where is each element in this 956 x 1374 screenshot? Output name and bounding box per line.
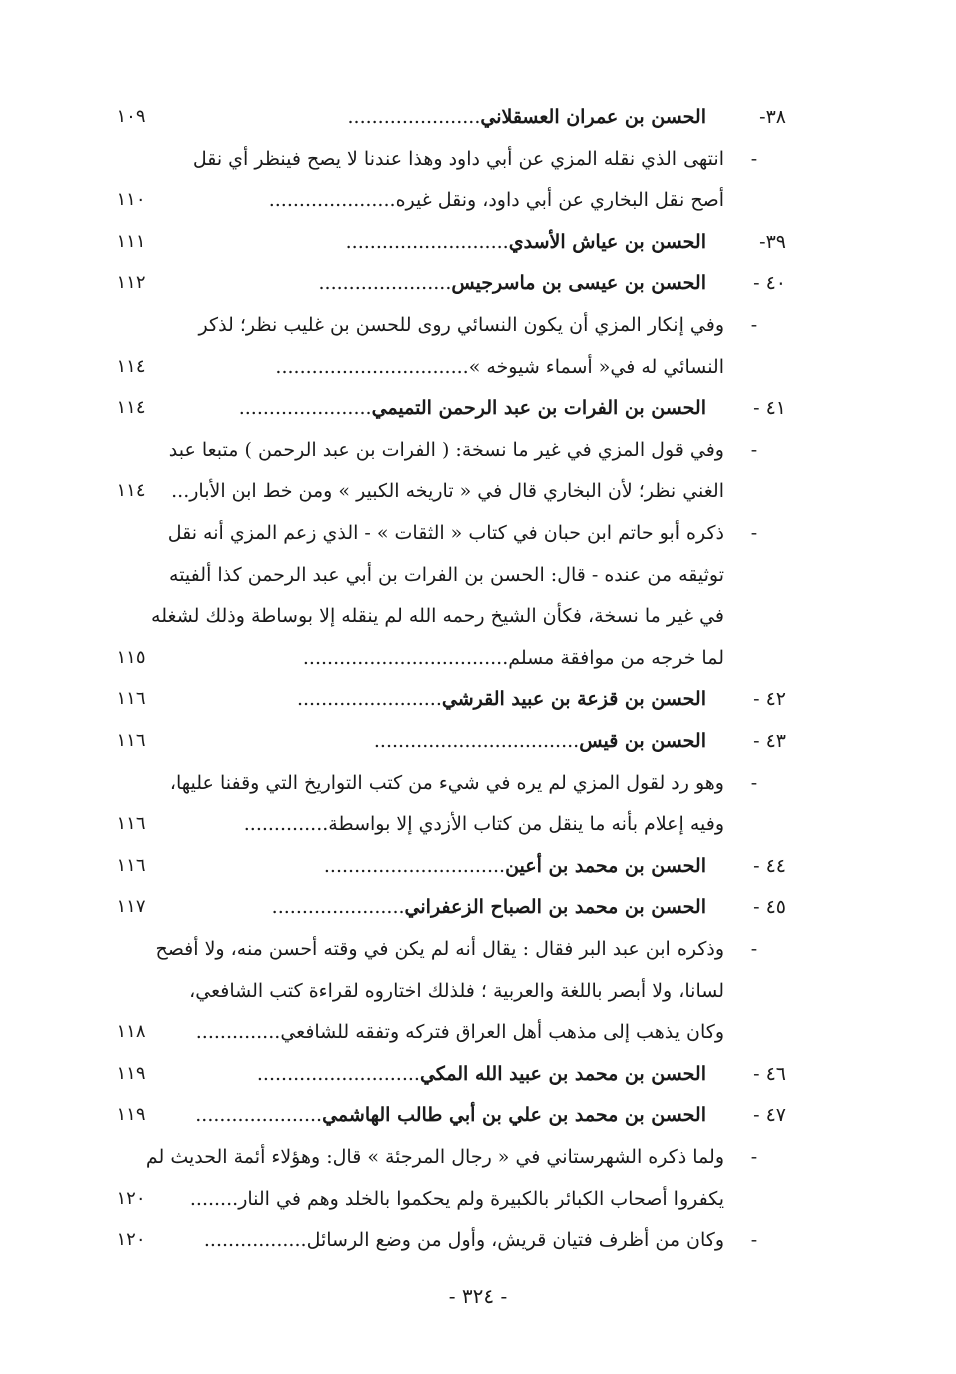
entry-number: ٤٣ - xyxy=(753,730,786,752)
line-content: أصح نقل البخاري عن أبي داود، ونقل غيره xyxy=(395,189,724,212)
index-entry xyxy=(0,719,956,763)
entry-name: الحسن بن عيسى بن ماسرجيس xyxy=(451,272,706,295)
page-reference: ١٢٠ xyxy=(116,1187,146,1209)
line-text xyxy=(189,1177,724,1221)
index-note xyxy=(0,511,956,555)
line-text xyxy=(210,220,706,264)
entry-number: ٤٠ - xyxy=(753,272,786,295)
entry-name: الحسن بن قيس xyxy=(579,730,706,752)
note-dash: - xyxy=(750,771,758,794)
leader-dots: ... xyxy=(171,480,190,503)
line-content: توثيقه من عنده - قال: الحسن بن الفرات بن أبي عبد الرحمن كذا ألفيته xyxy=(169,563,724,586)
leader-dots: ........................ xyxy=(296,688,442,711)
line-text xyxy=(169,553,724,597)
line-content: النسائي له في« أسماء شيوخه » xyxy=(468,355,724,378)
line-text xyxy=(203,1218,724,1262)
line-content: وهو رد لقول المزي لم يره في شيء من كتب التواريخ التي وقفنا عليها، xyxy=(169,771,724,794)
line-content: ولما ذكره الشهرستاني في « رجال المرجئة » قال: وهؤلاء أئمة الحديث لم xyxy=(145,1146,724,1168)
note-dash: - xyxy=(750,522,758,544)
page-reference: ١١٨ xyxy=(116,1021,146,1043)
line-content: ذكره أبو حاتم ابن حبان في كتاب « الثقات » - الذي زعم المزي أنه نقل xyxy=(167,522,724,544)
line-text xyxy=(189,969,724,1013)
note-dash: - xyxy=(750,438,758,461)
note-dash: - xyxy=(750,314,758,336)
entry-name: الحسن بن قزعة بن عبيد القرشي xyxy=(441,688,706,711)
entry-name: الحسن بن الفرات بن عبد الرحمن التميمي xyxy=(371,397,706,420)
page-reference: ١١٥ xyxy=(116,646,146,668)
line-content: وفي إنكار المزي أن يكون النسائي روى للحسن بن غليب نظر؛ لذكر xyxy=(198,314,724,336)
page-reference: ١١٤ xyxy=(116,355,146,377)
page-number-footer: - ٣٢٤ - xyxy=(448,1284,508,1308)
leader-dots: ...................... xyxy=(271,896,405,919)
leader-dots: ...................... xyxy=(238,397,372,420)
entry-name: الحسن بن محمد بن الصباح الزعفراني xyxy=(404,896,706,919)
index-continuation xyxy=(0,969,956,1013)
line-text xyxy=(210,885,706,929)
line-text xyxy=(195,1093,706,1137)
index-entry xyxy=(0,885,956,929)
line-text xyxy=(210,261,706,305)
line-text xyxy=(210,178,724,222)
line-text xyxy=(195,1010,724,1054)
index-entry xyxy=(0,220,956,264)
note-dash: - xyxy=(750,147,758,170)
leader-dots: ...................... xyxy=(318,272,452,295)
index-continuation xyxy=(0,345,956,389)
page-reference: ١١٦ xyxy=(116,813,146,835)
index-note xyxy=(0,303,956,347)
page-reference: ١١٠ xyxy=(116,189,146,211)
leader-dots: .................................. xyxy=(302,646,509,669)
leader-dots: ..................... xyxy=(195,1104,323,1127)
index-entry xyxy=(0,261,956,305)
index-note xyxy=(0,1218,956,1262)
index-note xyxy=(0,1135,956,1179)
line-content: انتهى الذي نقله المزي عن أبي داود وهذا عندنا لا يصح فينظر أي نقل xyxy=(192,147,724,170)
index-continuation xyxy=(0,553,956,597)
entry-number: ٤٤ - xyxy=(753,854,786,877)
page-reference: ١١٦ xyxy=(116,730,146,751)
line-text xyxy=(210,636,724,680)
entry-number: ٤٦ - xyxy=(753,1062,786,1085)
line-text xyxy=(210,844,706,888)
line-text xyxy=(210,1052,706,1096)
line-text xyxy=(192,137,724,181)
leader-dots: .............................. xyxy=(323,854,506,877)
leader-dots: ..................... xyxy=(268,189,396,212)
leader-dots: ........................... xyxy=(256,1062,420,1085)
page-reference: ١٢٠ xyxy=(116,1229,146,1251)
page-reference: ١١٦ xyxy=(116,854,146,876)
entry-name: الحسن بن محمد بن علي بن أبي طالب الهاشمي xyxy=(322,1104,706,1127)
index-entry xyxy=(0,386,956,430)
line-content: في غير ما نسخة، فكأن الشيخ رحمه الله لم ينقله إلا بوساطة وذلك لشغله xyxy=(151,605,724,628)
index-continuation xyxy=(0,594,956,638)
line-text xyxy=(210,345,724,389)
line-content: وفيه إعلام بأنه ما ينقل من كتاب الأزدي إلا بواسطة xyxy=(328,813,724,836)
entry-number: ٤٢ - xyxy=(753,688,786,711)
line-content: لما خرجه من موافقة مسلم xyxy=(508,646,724,669)
note-dash: - xyxy=(750,1146,758,1168)
entry-name: الحسن بن محمد بن أعين xyxy=(505,854,706,877)
line-text xyxy=(210,95,706,139)
line-text xyxy=(210,719,706,763)
index-continuation xyxy=(0,469,956,513)
leader-dots: ........ xyxy=(189,1187,239,1210)
leader-dots: .................................. xyxy=(373,730,580,752)
leader-dots: ................................ xyxy=(275,355,469,378)
line-text xyxy=(210,677,706,721)
line-text xyxy=(168,428,724,472)
leader-dots: .............. xyxy=(195,1021,281,1044)
index-entry xyxy=(0,1052,956,1096)
index-continuation xyxy=(0,1177,956,1221)
index-entry xyxy=(0,95,956,139)
entry-number: ٣٩- xyxy=(759,230,786,253)
page-reference: ١١٦ xyxy=(116,688,146,710)
line-text xyxy=(210,386,706,430)
entry-number: ٤٧ - xyxy=(753,1104,786,1127)
index-continuation xyxy=(0,802,956,846)
line-content: وكان من أظرف فتيان قريش، وأول من وضع الرسائل xyxy=(306,1229,724,1252)
entry-name: الحسن بن عمران العسقلاني xyxy=(480,106,706,128)
line-text xyxy=(169,761,724,805)
line-text xyxy=(151,594,724,638)
page-reference: ١١٧ xyxy=(116,896,146,918)
line-content: وكان يذهب إلى مذهب أهل العراق فتركه وتفقه للشافعي xyxy=(280,1021,724,1044)
note-dash: - xyxy=(750,938,758,960)
line-content: لسانا، ولا أبصر باللغة والعربية ؛ فلذلك اختاروه لقراءة كتب الشافعي، xyxy=(189,979,724,1002)
index-entry xyxy=(0,1093,956,1137)
index-entry xyxy=(0,677,956,721)
line-text xyxy=(210,802,724,846)
leader-dots: ................. xyxy=(203,1229,307,1252)
page-reference: ١١١ xyxy=(116,230,146,252)
index-note xyxy=(0,428,956,472)
index-note xyxy=(0,927,956,971)
page-reference: ١١٤ xyxy=(116,480,146,502)
index-continuation xyxy=(0,1010,956,1054)
line-text xyxy=(145,1135,724,1179)
leader-dots: ........................... xyxy=(345,230,509,253)
index-note xyxy=(0,137,956,181)
page-reference: ١٠٩ xyxy=(116,106,146,127)
entry-number: ٤٥ - xyxy=(753,896,786,919)
line-text xyxy=(171,469,724,513)
index-entry xyxy=(0,844,956,888)
entry-name: الحسن بن عياش الأسدي xyxy=(508,230,706,253)
entry-number: ٣٨- xyxy=(759,106,786,128)
note-dash: - xyxy=(750,1229,758,1252)
line-text xyxy=(198,303,724,347)
line-content: وذكره ابن عبد البر فقال : يقال أنه لم يكن في وقته أحسن منه، ولا أفصح xyxy=(155,938,724,960)
page-reference: ١١٢ xyxy=(116,272,146,294)
entry-number: ٤١ - xyxy=(753,397,786,420)
leader-dots: .............. xyxy=(243,813,329,836)
entry-name: الحسن بن محمد بن عبيد الله المكي xyxy=(419,1062,706,1085)
line-content: وفي قول المزي في غير ما نسخة: ( الفرات بن عبد الرحمن ) متبعا عبد xyxy=(168,438,724,461)
line-text xyxy=(155,927,724,971)
index-continuation xyxy=(0,636,956,680)
line-text xyxy=(167,511,724,555)
index-note xyxy=(0,761,956,805)
line-content: الغني نظر؛ لأن البخاري قال في « تاريخه الكبير » ومن خط ابن الأبار xyxy=(189,480,724,503)
page-reference: ١١٩ xyxy=(116,1104,146,1126)
index-continuation xyxy=(0,178,956,222)
leader-dots: ...................... xyxy=(347,106,481,128)
line-content: يكفروا أصحاب الكبائر بالكبيرة ولم يحكموا بالخلد وهم في النار xyxy=(238,1187,724,1210)
page-reference: ١١٩ xyxy=(116,1062,146,1084)
page-reference: ١١٤ xyxy=(116,397,146,419)
